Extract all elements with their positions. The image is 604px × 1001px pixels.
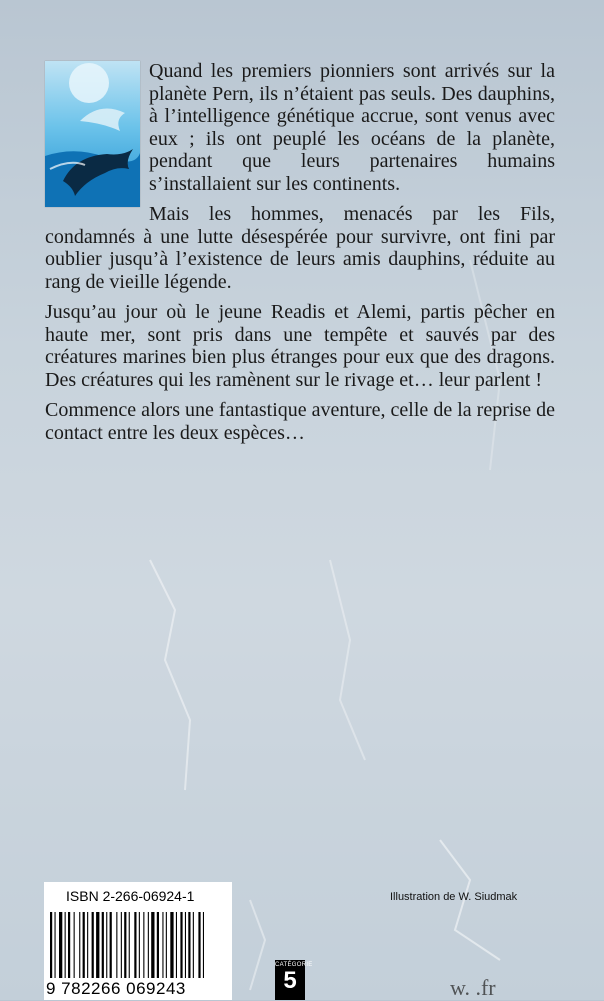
barcode-bar: [59, 912, 62, 978]
isbn-label: ISBN 2-266-06924-1: [66, 888, 195, 904]
barcode-bar: [148, 912, 149, 978]
barcode-bar: [124, 912, 126, 978]
barcode-bar: [96, 912, 99, 978]
category-badge: [275, 960, 313, 1000]
barcode-bar: [106, 912, 107, 978]
barcode-bar: [176, 912, 177, 978]
illustration-credit: Illustration de W. Siudmak: [390, 891, 518, 903]
barcode-bar: [134, 912, 136, 978]
blurb-paragraph-3: Jusqu’au jour où le jeune Readis et Alemi, partis pêcher en haute mer, sont pris dans une tempête et sauvés par des créatures marines bien plus étranges pour eux que des dragons. Des créatures qui les ramènent sur le rivage et… leur parlent !: [45, 301, 555, 391]
barcode-bar: [188, 912, 190, 978]
barcode-bar: [170, 912, 173, 978]
barcode-bar: [193, 912, 194, 978]
barcode-bar: [162, 912, 163, 978]
barcode-bar: [92, 912, 94, 978]
blurb-paragraph-1: Quand les premiers pionniers sont arrivés sur la planète Pern, ils n’étaient pas seuls. Des dauphins, à l’intelligence génétique accrue, sont venus avec eux ; ils ont peuplé les océans de la planète, pendant que leurs partenaires humains s’installaient sur les continents.: [149, 60, 555, 195]
barcode-bar: [79, 912, 80, 978]
category-number: 5: [283, 967, 297, 994]
barcode-bar: [102, 912, 104, 978]
barcode-bar: [121, 912, 122, 978]
publisher-website: w. .fr: [450, 975, 496, 1000]
barcode-digits: 9 782266 069243: [46, 979, 186, 998]
barcode-bar: [203, 912, 204, 978]
blurb-paragraph-2: Mais les hommes, menacés par les Fils, condamnés à une lutte désespérée pour survivre, ont fini par oublier jusqu’à l’existence de leurs amis dauphins, réduite au rang de vieille légende.: [45, 203, 555, 293]
barcode-bar: [50, 912, 52, 978]
barcode-bar: [151, 912, 154, 978]
blurb-paragraph-4: Commence alors une fantastique aventure, celle de la reprise de contact entre les deux espèces…: [45, 399, 555, 444]
barcode-bar: [87, 912, 88, 978]
barcode-bar: [55, 912, 56, 978]
barcode-bar: [129, 912, 130, 978]
barcode-bar: [110, 912, 112, 978]
barcode-bar: [116, 912, 117, 978]
barcode-bar: [198, 912, 200, 978]
barcode-bar: [185, 912, 186, 978]
barcode-bar: [157, 912, 159, 978]
barcode-bar: [139, 912, 140, 978]
isbn-barcode-block: [44, 882, 232, 1000]
barcode-bar: [74, 912, 75, 978]
barcode-bar: [65, 912, 66, 978]
barcode-bar: [180, 912, 182, 978]
barcode-bar: [83, 912, 85, 978]
barcode: [50, 912, 226, 978]
category-label: CATÉGORIE: [275, 962, 313, 968]
back-cover-blurb: [45, 60, 555, 452]
barcode-bar: [143, 912, 144, 978]
barcode-bar: [166, 912, 167, 978]
barcode-bar: [68, 912, 70, 978]
